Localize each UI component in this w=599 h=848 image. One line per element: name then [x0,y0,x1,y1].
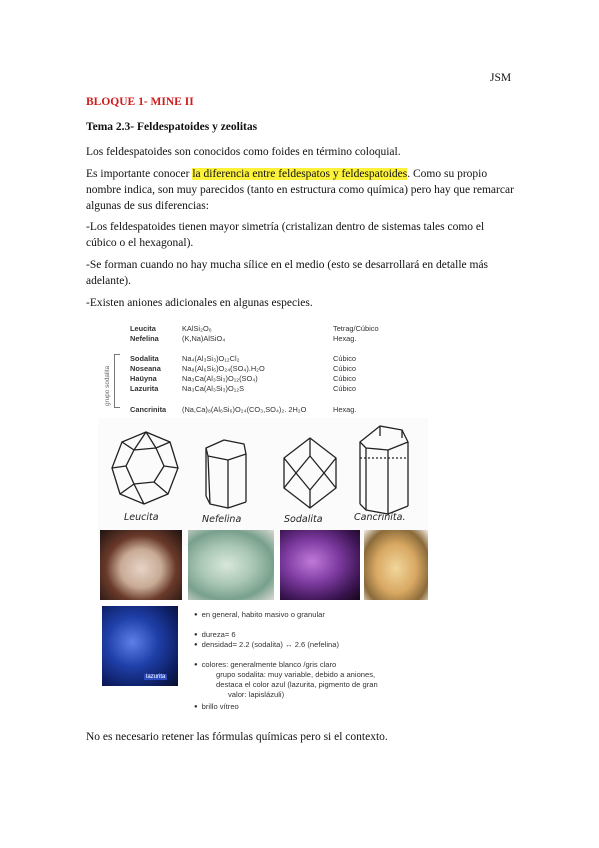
paragraph-conclusion: No es necesario retener las fórmulas químicas pero si el contexto. [86,731,388,743]
mineral-formula: Na₃Ca(Al₃Si₃)O₁₂S [182,384,245,393]
mineral-row [130,334,426,344]
paragraph-anions: -Existen aniones adicionales en algunas especies. [86,297,313,309]
mineral-formula: Na₄(Al₃Si₃)O₁₂Cl₂ [182,354,240,363]
mineral-name: Sodalita [130,354,159,363]
mineral-formula: KAlSi₂O₆ [182,324,212,333]
crystal-system: Cúbico [333,354,357,363]
highlighted-text: la diferencia entre feldespatos y feldespatoides [192,168,408,180]
sodalite-photo [280,530,360,600]
cancrinite-photo [364,530,428,600]
crystal-system: Hexag. [333,405,357,414]
property-colors-detail: grupo sodalita: muy variable, debido a aniones, [216,670,376,679]
paragraph-silica: -Se forman cuando no hay mucha sílice en el medio (esto se desarrollará en detalle más adelante). [86,259,489,287]
lazurite-photo [102,606,178,686]
mineral-name: Haüyna [130,374,157,383]
mineral-row [130,374,426,384]
paragraph-intro: Los feldespatoides son conocidos como foides en término coloquial. [86,146,401,158]
mineral-row [130,324,426,334]
group-label: grupo sodalita [104,365,111,406]
group-bracket [114,354,120,408]
mineral-formula: (K,Na)AlSiO₄ [182,334,226,343]
mineral-name: Leucita [130,324,156,333]
mineral-name: Nefelina [130,334,159,343]
crystal-system: Cúbico [333,364,357,373]
crystal-system: Hexag. [333,334,357,343]
leucite-photo [100,530,182,600]
block-title: BLOQUE 1- MINE II [86,96,194,108]
feldspathoid-figure [98,318,428,714]
paragraph-symmetry: -Los feldespatoides tienen mayor simetría (cristalizan dentro de sistemas tales como el cúbico o el hexagonal). [86,221,485,249]
mineral-formula: (Na,Ca)₈(Al₆Si₆)O₂₄(CO₃,SO₄)₂. 2H₂O [182,405,307,414]
crystal-system: Cúbico [333,374,357,383]
paragraph-text: Es importante conocer [86,168,193,180]
mineral-formula: Na₈(Al₆Si₆)O₂₄(SO₄).H₂O [182,364,265,373]
sketch-caption-leucite: Leucita [124,512,159,523]
nepheline-crystal-drawing [206,440,246,508]
property-colors-detail: destaca el color azul (lazurita, pigmento de gran [216,680,378,689]
property-habit: ● en general, habito masivo o granular [194,610,325,621]
mineral-row [130,364,426,374]
sketch-caption-sodalite: Sodalita [284,514,323,525]
sketch-caption-nepheline: Nefelina [202,514,242,525]
mineral-row [130,384,426,394]
crystal-system: Tetrag/Cúbico [333,324,379,333]
property-luster: ● brillo vítreo [194,702,239,713]
property-density: ● densidad= 2.2 (sodalita) ↔ 2.6 (nefelina) [194,640,339,651]
mineral-name: Cancrinita [130,405,167,414]
mineral-name: Lazurita [130,384,159,393]
sketch-caption-cancrinite: Cancrinita. [354,512,406,523]
paragraph-differences [86,166,516,214]
topic-title: Tema 2.3- Feldespatoides y zeolitas [86,121,258,133]
mineral-formula: Na₃Ca(Al₃Si₃)O₁₂(SO₄) [182,374,258,383]
crystal-sketches [98,418,428,546]
mineral-row [130,405,426,415]
property-colors-detail: valor: lapislázuli) [228,690,285,699]
photo-label: lazurita [146,674,166,680]
author-initials: JSM [490,72,512,84]
nepheline-photo [188,530,274,600]
property-hardness: ● dureza= 6 [194,630,236,641]
crystal-system: Cúbico [333,384,357,393]
paragraph-text: . Como su propio nombre indica, son muy parecidos (tanto en estructura como química) pero hay que remarcar algunas de sus diferencias: [86,168,514,212]
mineral-name: Noseana [130,364,161,373]
mineral-row [130,354,426,364]
leucite-crystal-drawing [112,432,178,504]
property-colors: ● colores: generalmente blanco /gris claro [194,660,336,671]
cancrinite-crystal-drawing [360,426,408,514]
sodalite-crystal-drawing [284,438,336,508]
